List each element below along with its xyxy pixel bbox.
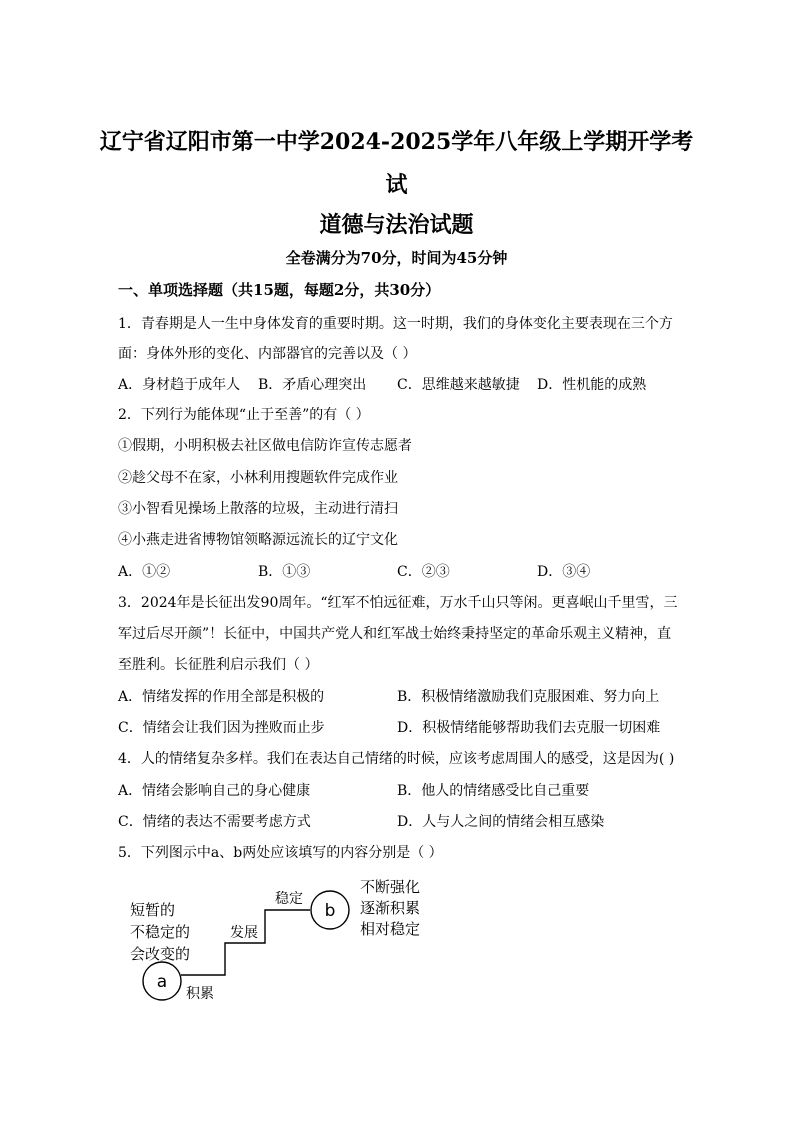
left-text-1: 短暂的 <box>130 901 176 919</box>
exam-title-line2: 试 <box>385 172 408 198</box>
q1-option-c: C．思维越来越敏捷 <box>397 377 520 393</box>
q4-option-d: D．人与人之间的情绪会相互感染 <box>397 814 605 830</box>
section-heading: 一、单项选择题（共15题，每题2分，共30分） <box>118 281 441 299</box>
q2-item-1: ①假期，小明积极去社区做电信防诈宣传志愿者 <box>118 438 412 454</box>
staircase-line <box>181 910 310 975</box>
right-text-3: 相对稳定 <box>360 920 421 938</box>
q2-stem: 2．下列行为能体现“止于至善”的有（ ） <box>118 407 370 423</box>
q2-option-a: A．①② <box>118 564 171 580</box>
exam-info: 全卷满分为70分，时间为45分钟 <box>285 249 508 267</box>
q3-option-a: A．情绪发挥的作用全部是积极的 <box>118 689 325 705</box>
q3-option-b: B．积极情绪激励我们克服困难、努力向上 <box>397 689 660 705</box>
right-text-1: 不断强化 <box>360 878 421 896</box>
left-text-3: 会改变的 <box>130 945 191 963</box>
q1-stem-line2: 面：身体外形的变化、内部器官的完善以及（ ） <box>118 346 417 362</box>
label-accumulate: 积累 <box>186 986 214 1002</box>
q3-stem-line3: 至胜利。长征胜利启示我们（ ） <box>118 657 319 673</box>
q3-stem-line1: 3．2024年是长征出发90周年。“红军不怕远征难，万水千山只等闲。更喜岷山千里雪，三 <box>118 595 678 611</box>
q2-item-4: ④小燕走进省博物馆领略源远流长的辽宁文化 <box>118 532 398 548</box>
node-a-label: a <box>156 972 168 992</box>
q1-stem-line1: 1．青春期是人一生中身体发育的重要时期。这一时期，我们的身体变化主要表现在三个方 <box>118 316 673 332</box>
q5-stem: 5．下列图示中a、b两处应该填写的内容分别是（ ） <box>118 845 443 861</box>
label-develop: 发展 <box>230 925 258 941</box>
q3-option-c: C．情绪会让我们因为挫败而止步 <box>118 720 325 736</box>
q3-stem-line2: 军过后尽开颜”！长征中，中国共产党人和红军战士始终秉持坚定的革命乐观主义精神，直 <box>118 626 672 642</box>
exam-title-line1: 辽宁省辽阳市第一中学2024-2025学年八年级上学期开学考 <box>99 129 694 155</box>
q4-stem: 4．人的情绪复杂多样。我们在表达自己情绪的时候，应该考虑周围人的感受，这是因为( ) <box>118 751 675 767</box>
emotion-feeling-diagram <box>120 870 450 1010</box>
q3-option-d: D．积极情绪能够帮助我们去克服一切困难 <box>397 720 661 736</box>
right-text-2: 逐渐积累 <box>360 899 421 917</box>
node-b-label: b <box>324 901 336 921</box>
label-stable: 稳定 <box>275 891 303 907</box>
q2-option-d: D．③④ <box>537 564 591 580</box>
q2-item-2: ②趁父母不在家，小林利用搜题软件完成作业 <box>118 470 398 486</box>
q4-option-a: A．情绪会影响自己的身心健康 <box>118 783 311 799</box>
q4-option-b: B．他人的情绪感受比自己重要 <box>397 783 590 799</box>
subject-title: 道德与法治试题 <box>319 212 474 238</box>
left-text-2: 不稳定的 <box>130 923 191 941</box>
q1-option-b: B．矛盾心理突出 <box>258 377 367 393</box>
q1-option-a: A．身材趋于成年人 <box>118 377 241 393</box>
q4-option-c: C．情绪的表达不需要考虑方式 <box>118 814 311 830</box>
q2-option-b: B．①③ <box>258 564 311 580</box>
q2-option-c: C．②③ <box>397 564 450 580</box>
q1-option-d: D．性机能的成熟 <box>537 377 647 393</box>
q2-item-3: ③小智看见操场上散落的垃圾，主动进行清扫 <box>118 501 398 517</box>
